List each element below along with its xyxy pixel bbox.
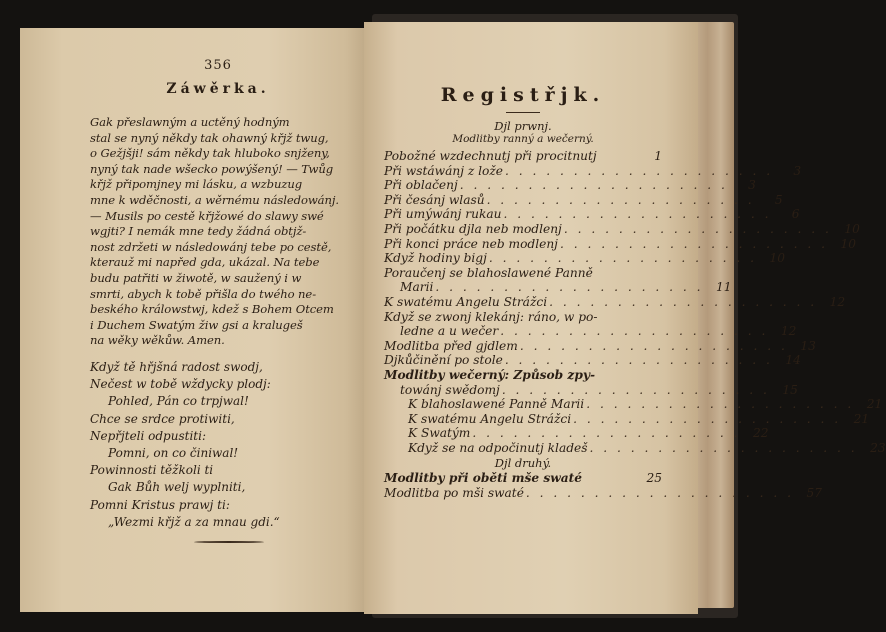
prose-line: Gak přeslawným a uctěný hodným [90, 115, 290, 129]
toc-entry [384, 280, 732, 295]
toc-page-number: 10 [844, 221, 860, 236]
section-heading: Záwěrka. [166, 81, 270, 97]
toc-page-number: 10 [769, 251, 785, 266]
toc-leader-dots: . . . . . . . . . . . . . . . . . . . . [459, 178, 728, 193]
toc-entry [384, 353, 801, 368]
toc-leader-dots: . . . . . . . . . . . . . . . . . . . . [563, 221, 832, 236]
toc-entry-title: Když se zwonj klekánj: ráno, w po- [384, 309, 598, 324]
toc-page-number: 23 [870, 440, 886, 455]
toc-entry [384, 266, 662, 281]
toc-page-number: 15 [782, 382, 798, 397]
toc-entry [384, 251, 785, 266]
toc-entry [384, 411, 870, 427]
toc-entry [384, 207, 800, 222]
toc-entry [384, 368, 662, 383]
toc-page-number: 5 [774, 192, 783, 207]
toc-entry-title: towánj swědomj [400, 382, 500, 397]
prose-line: mne k wděčnosti, a wěrnému následowánj. [90, 192, 339, 207]
verse-line: Powinnosti těžkoli ti [90, 463, 214, 478]
prose-line: — Musils po cestě křjžowé do slawy swé [90, 208, 324, 223]
prose-line: nyný tak nade wšecko powýšený! — Twůg [90, 161, 334, 176]
toc-entry [384, 324, 797, 339]
toc-entry [384, 426, 769, 441]
toc-leader-dots: . . . . . . . . . . . . . . . . . . . . [573, 411, 842, 426]
toc-leader-dots: . . . . . . . . . . . . . . . . . . . . [589, 440, 858, 455]
toc-entry [384, 471, 662, 486]
toc-leader-dots: . . . . . . . . . . . . . . . . . . . . [488, 251, 757, 266]
toc-entry-title: Při umýwánj rukau [384, 207, 502, 222]
toc-entry-title: Při počátku djla neb modlenj [384, 221, 562, 236]
verse-line: „Wezmi křjž a za mnau gdi.“ [108, 514, 280, 529]
toc-leader-dots: . . . . . . . . . . . . . . . . . . . . [435, 280, 704, 295]
prose-line: budu patřiti w žiwotě, w saužený i w [90, 270, 302, 285]
prose-line: kterauž mi napřed gda, ukázal. Na tebe [90, 255, 320, 270]
prose-line: wgjti? I nemák mne tedy žádná obtjž- [90, 224, 307, 239]
toc-page-number: 12 [829, 294, 846, 309]
toc-entry-title: Modlitba před gjdlem [384, 338, 518, 353]
register-title: Registřjk. [440, 84, 606, 106]
toc-entry [384, 192, 783, 208]
toc-page-number: 21 [853, 411, 870, 426]
toc-leader-dots: . . . . . . . . . . . . . . . . . . . . [559, 236, 829, 251]
toc-page-number: 13 [800, 338, 816, 353]
toc-entry-title: Při konci práce neb modlenj [384, 236, 558, 251]
toc-page-number: 3 [793, 163, 802, 178]
prose-line: o Gežjšji! sám někdy tak hluboko snjženy, [90, 146, 330, 161]
toc-leader-dots: . . . . . . . . . . . . . . . . . . . . [503, 207, 772, 222]
verse-line: Pomni Kristus prawj ti: [90, 497, 230, 512]
toc-entry-title: K Swatým [408, 426, 471, 441]
toc-entry [384, 163, 802, 179]
toc-entry [384, 236, 857, 252]
toc-leader-dots: . . . . . . . . . . . . . . . . . . . . [472, 426, 741, 441]
verse-line: Když tě hřjšná radost swodj, [90, 359, 263, 374]
part-heading: Djl prwnj. [494, 119, 552, 133]
toc-leader-dots: . . . . . . . . . . . . . . . . . . . . [501, 382, 770, 397]
part-subheading: Modlitby ranný a wečerný. [452, 133, 594, 145]
toc-entry [384, 338, 816, 354]
toc-page-number: 22 [752, 426, 769, 441]
toc-page-number: 1 [654, 149, 662, 163]
toc-entry [384, 178, 756, 193]
toc-entry-title: Když hodiny bigj [384, 251, 487, 266]
verse-line: Chce se srdce protiwiti, [90, 411, 235, 426]
toc-entry-title: K swatému Angelu Strážci [408, 411, 572, 426]
toc-entry [384, 294, 846, 310]
toc-entry-title: Modlitba po mši swaté [384, 486, 524, 501]
toc-page-number: 10 [840, 236, 857, 251]
verse-line: Pomni, on co činiwal! [108, 445, 239, 460]
prose-line: křjž připomjney mi lásku, a wzbuzug [90, 177, 303, 192]
page-number: 356 [204, 58, 232, 73]
toc-page-number: 14 [785, 353, 801, 368]
title-rule [506, 112, 540, 113]
verse-line: Pohled, Pán co trpjwal! [108, 394, 249, 409]
toc-entry-title: K blahoslawené Panně Marii [408, 397, 585, 412]
toc-entry-title: Při wstáwánj z lože [384, 163, 504, 178]
toc-leader-dots: . . . . . . . . . . . . . . . . . . . . [549, 294, 818, 309]
verse-stanza [90, 359, 346, 531]
table-of-contents [384, 471, 823, 501]
toc-page-number: 25 [646, 471, 662, 486]
toc-entry [384, 310, 662, 325]
prose-paragraph [90, 115, 346, 349]
toc-leader-dots: . . . . . . . . . . . . . . . . . . . . [586, 397, 855, 412]
prose-line: stal se nyný někdy tak ohawný křjž twug, [90, 130, 329, 145]
toc-entry [384, 382, 798, 398]
toc-entry-title: Modlitby při oběti mše swaté [384, 471, 582, 486]
toc-entry-title: Při česánj wlasů [384, 192, 485, 207]
toc-entry [384, 221, 860, 237]
toc-leader-dots: . . . . . . . . . . . . . . . . . . . . [519, 338, 788, 353]
toc-page-number: 57 [806, 486, 823, 501]
part-heading: Djl druhý. [494, 456, 552, 471]
toc-leader-dots: . . . . . . . . . . . . . . . . . . . . [525, 486, 795, 501]
toc-leader-dots: . . . . . . . . . . . . . . . . . . . . [505, 163, 774, 178]
verse-line: Nečest w tobě wždycky plodj: [90, 377, 271, 392]
toc-page-number: 21 [866, 397, 883, 412]
toc-entry-title: K swatému Angelu Strážci [384, 294, 548, 309]
end-ornament-rule [194, 541, 264, 543]
toc-entry [384, 149, 662, 164]
toc-entry-title: Když se na odpočinutj kladeš [408, 440, 588, 455]
toc-page-number: 11 [715, 280, 732, 295]
toc-page-number: 3 [748, 178, 756, 193]
toc-entry-title: Poraučenj se blahoslawené Panně [384, 265, 593, 280]
right-page [364, 22, 886, 614]
toc-entry-title: ledne a u wečer [400, 324, 499, 339]
toc-entry-title: Modlitby wečerný: Způsob zpy- [384, 367, 596, 382]
toc-leader-dots: . . . . . . . . . . . . . . . . . . . . [486, 192, 755, 207]
table-of-contents [384, 149, 886, 455]
toc-entry [384, 397, 883, 412]
toc-leader-dots: . . . . . . . . . . . . . . . . . . . . [500, 324, 769, 339]
prose-line: beského králowstwj, kdež s Bohem Otcem [90, 302, 334, 317]
toc-entry-title: Při oblačenj [384, 178, 458, 193]
toc-entry-title: Djkůčinění po stole [384, 353, 503, 368]
prose-line: smrti, abych k tobě přišla do twého ne- [90, 286, 317, 301]
toc-page-number: 12 [780, 324, 797, 339]
prose-line: nost zdržeti w následowánj tebe po cestě, [90, 239, 332, 254]
toc-entry [384, 486, 823, 501]
verse-line: Gak Bůh welj wyplniti, [108, 480, 246, 495]
prose-line: i Duchem Swatým žiw gsi a kralugeš [90, 317, 303, 332]
toc-entry-title: Marii [400, 280, 434, 295]
left-page [20, 28, 374, 612]
toc-entry-title: Pobožné wzdechnutj při procitnutj [384, 149, 597, 163]
prose-line: na wěky wěkůw. Amen. [90, 333, 225, 348]
toc-page-number: 6 [791, 207, 800, 222]
toc-entry [384, 440, 886, 456]
toc-leader-dots: . . . . . . . . . . . . . . . . . . . . [504, 353, 773, 368]
verse-line: Nepřjteli odpustiti: [90, 428, 206, 443]
